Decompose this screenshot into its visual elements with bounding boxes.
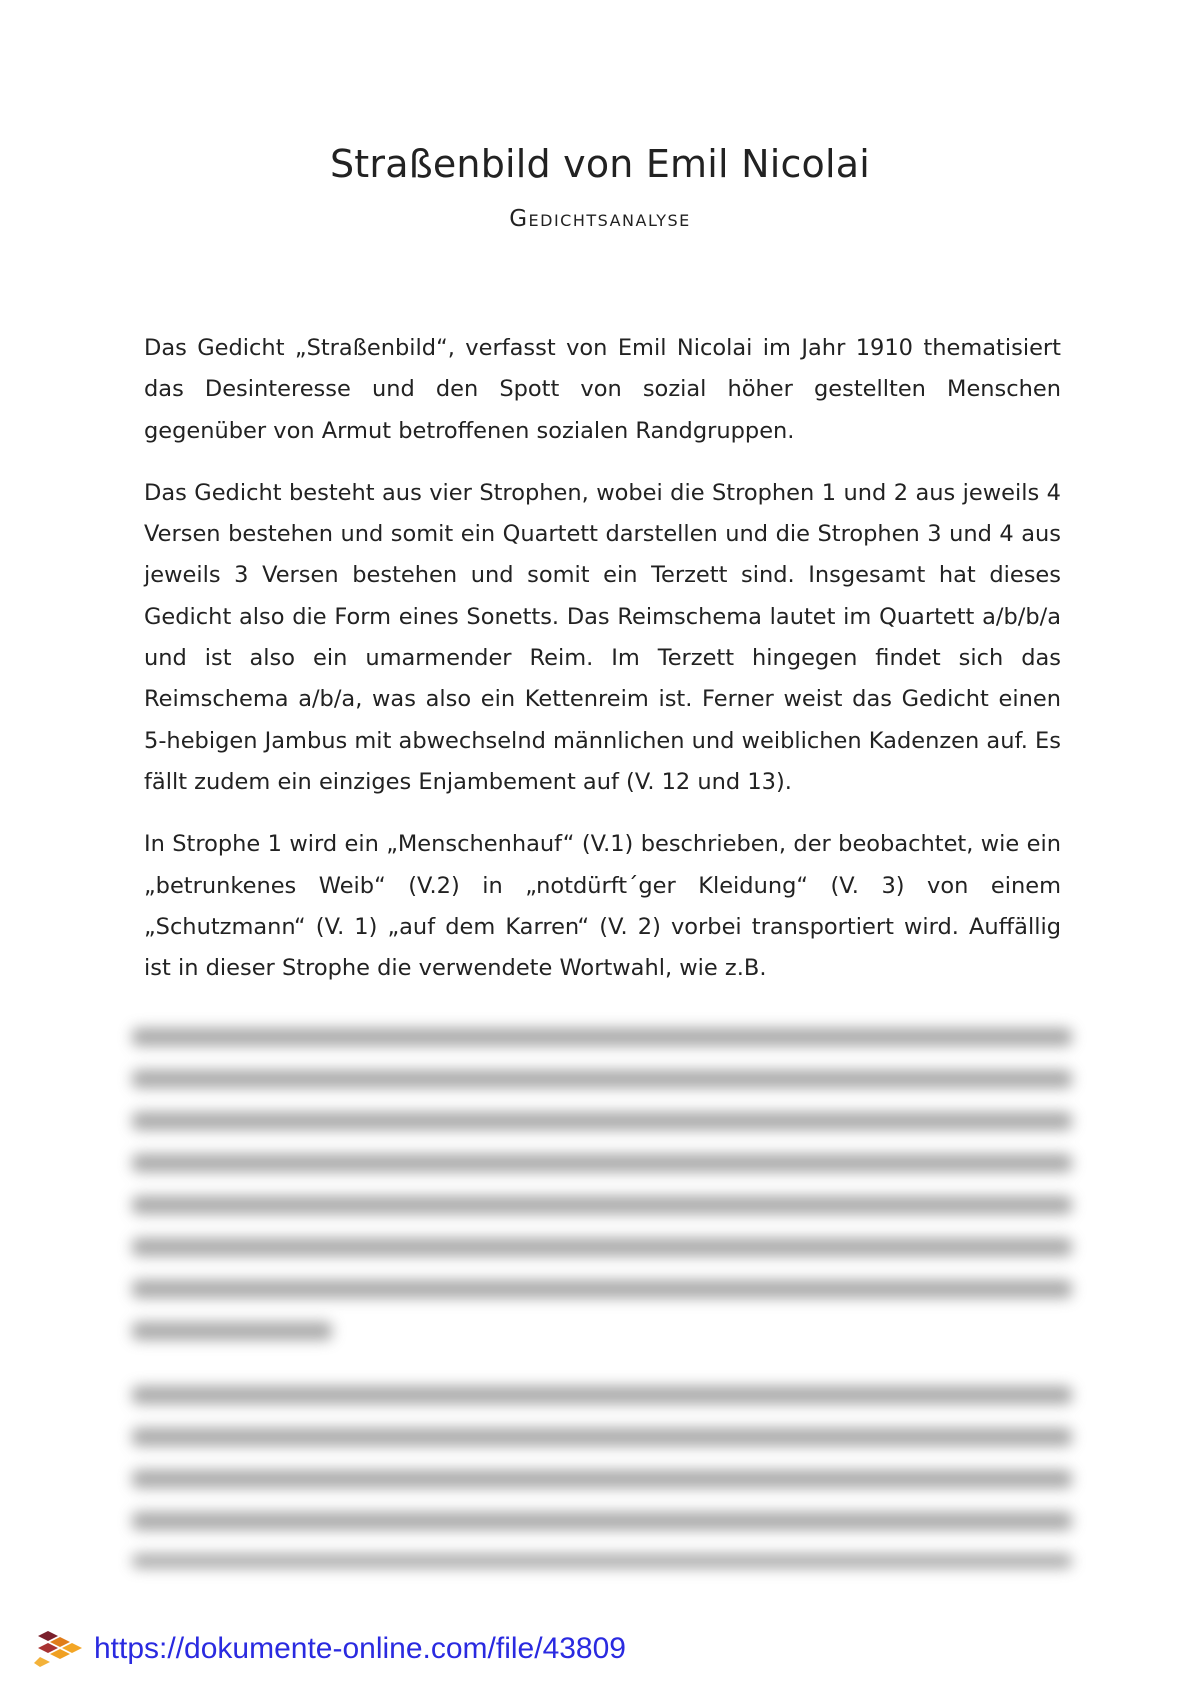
footer (34, 1624, 626, 1674)
document-body (144, 328, 1061, 1010)
paragraph-form: Das Gedicht besteht aus vier Strophen, wobei die Strophen 1 und 2 aus jeweils 4 Versen bestehen und somit ein Quartett darstellen und die Strophen 3 und 4 aus jeweils 3 Versen bestehen und somit ein Terzett sind. Insgesamt hat dieses Gedicht also die Form eines Sonetts. Das Reimschema lautet im Quartett a/b/b/a und ist also ein umarmender Reim. Im Terzett hingegen findet sich das Reimschema a/b/a, was also ein Kettenreim ist. Ferner weist das Gedicht einen 5-hebigen Jambus mit abwechselnd männlichen und weiblichen Kadenzen auf. Es fällt zudem ein einziges Enjambement auf (V. 12 und 13). (144, 479, 1061, 795)
page-subtitle: Gedichtsanalyse (509, 206, 691, 232)
blurred-text-lines (132, 1020, 1077, 1350)
paragraph-intro: Das Gedicht „Straßenbild“, verfasst von Emil Nicolai im Jahr 1910 thematisiert das Desinteresse und den Spott von sozial höher gestellten Menschen gegenüber von Armut betroffenen sozialen Randgruppen. (144, 335, 1061, 444)
dokumente-online-logo-icon (34, 1627, 82, 1671)
blurred-text-block (132, 1378, 1077, 1582)
page-title: Straßenbild von Emil Nicolai (329, 142, 870, 186)
paragraph-strophe-1: In Strophe 1 wird ein „Menschenhauf“ (V.1) beschrieben, der beobachtet, wie ein „betrunkenes Weib“ (V.2) in „notdürft´ger Kleidung“ (V. 3) von einem „Schutzmann“ (V. 1) „auf dem Karren“ (V. 2) vorbei transportiert wird. Auffällig ist in dieser Strophe die verwendete Wortwahl, wie z.B. (144, 831, 1061, 982)
blurred-text-block (132, 1020, 1077, 1354)
blurred-text-lines (132, 1378, 1077, 1578)
document-url-link[interactable]: https://dokumente-online.com/file/43809 (94, 1632, 626, 1665)
